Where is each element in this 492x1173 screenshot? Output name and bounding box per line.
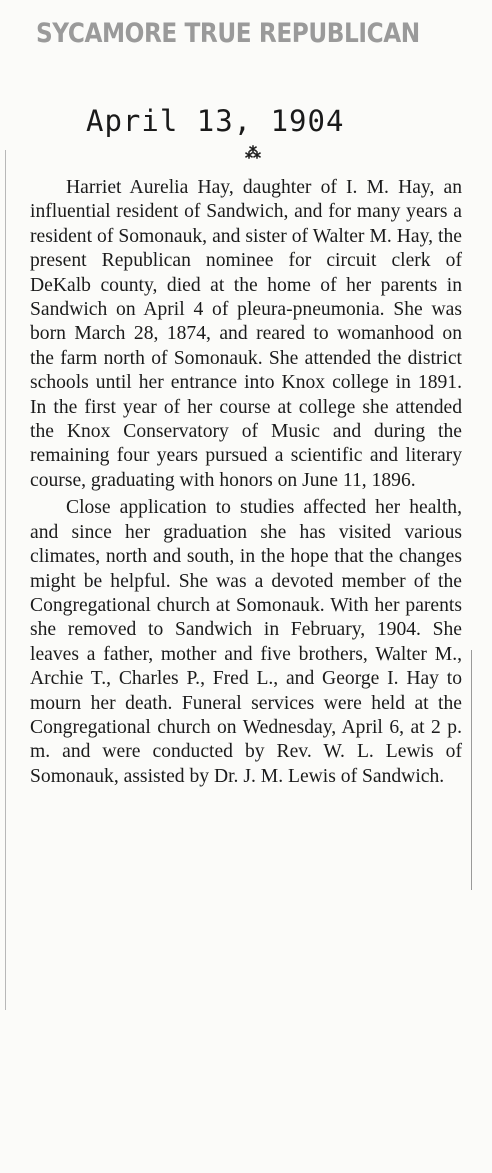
column-rule-left (5, 150, 6, 1010)
newspaper-name-stamp: SYCAMORE TRUE REPUBLICAN (36, 18, 420, 49)
column-rule-right (471, 650, 472, 890)
publication-date: April 13, 1904 (86, 104, 345, 138)
asterism-separator: ⁂ (245, 145, 261, 162)
article-paragraph-2: Close application to studies affected her health, and since her graduation she has visited various climates, north and south, in the hope that the changes might be helpful. She was a devoted member of the Congregational church at Somonauk. With her parents she removed to Sandwich in February, 1904. She leaves a father, mother and five brothers, Walter M., Archie T., Charles P., Fred L., and George I. Hay to mourn her death. Funeral services were held at the Congregational church on Wednesday, April 6, at 2 p. m. and were conducted by Rev. W. L. Lewis of Somonauk, assisted by Dr. J. M. Lewis of Sandwich. (30, 497, 462, 787)
article-paragraph-1: Harriet Aurelia Hay, daughter of I. M. Hay, an influential resident of Sandwich, and for many years a resident of Somonauk, and sister of Walter M. Hay, the present Republican nominee for circuit clerk of DeKalb county, died at the home of her parents in Sandwich on April 4 of pleura-pneumonia. She was born March 28, 1874, and reared to womanhood on the farm north of Somonauk. She attended the district schools until her entrance into Knox college in 1891. In the first year of her course at college she attended the Knox Conservatory of Music and during the remaining four years pursued a scientific and literary course, graduating with honors on June 11, 1896. (30, 177, 462, 491)
article-column (30, 176, 462, 789)
